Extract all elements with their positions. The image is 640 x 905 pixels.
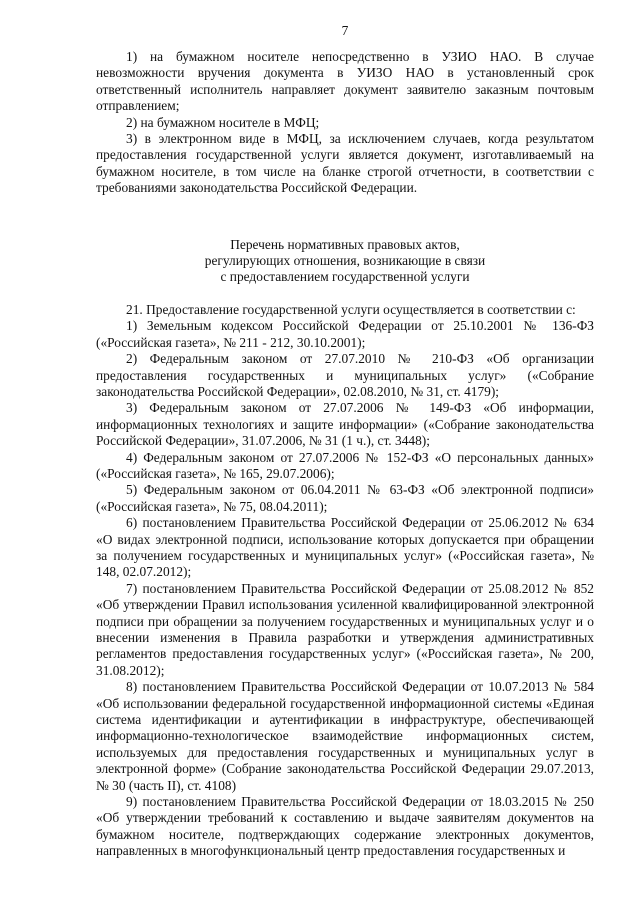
section-heading-line: регулирующих отношения, возникающие в связи xyxy=(204,253,486,269)
paragraph-delivery-2: 2) на бумажном носителе в МФЦ; xyxy=(126,114,320,130)
spacer xyxy=(96,286,594,302)
paragraph-21-intro: 21. Предоставление государственной услуги осуществляется в соответствии с: xyxy=(126,301,576,317)
list-item-act-8: 8) постановлением Правительства Российской Федерации от 10.07.2013 № 584 «Об использовании федеральной государственной информационной системы «Единая система идентификации и аутентификации в инфраструктуре, обеспечивающей информационно-технологическое взаимодействие информационных систем, используемых для предоставления государственных и муниципальных услуг в электронной форме» (Собрание законодательства Российской Федерации 29.07.2013, № 30 (часть II), ст. 4108) xyxy=(96,679,594,793)
list-item-act-9: 9) постановлением Правительства Российской Федерации от 18.03.2015 № 250 «Об утверждении требований к составлению и выдаче заявителям документов на бумажном носителе, подтверждающих содержание электронных документов, направленных в многофункциональный центр предоставления государственных и xyxy=(96,794,594,859)
paragraph-delivery-3: 3) в электронном виде в МФЦ, за исключением случаев, когда результатом предоставления государственной услуги является документ, изготавливаемый на бумажном носителе, в том числе на бланке строгой отчетности, в соответствии с требованиями законодательства Российской Федерации. xyxy=(96,131,594,196)
document-page xyxy=(96,0,594,905)
spacer xyxy=(96,197,594,237)
list-item-act-4: 4) Федеральным законом от 27.07.2006 № 152-ФЗ «О персональных данных» («Российская газета», № 165, 29.07.2006); xyxy=(96,449,594,481)
section-heading-line: с предоставлением государственной услуги xyxy=(220,269,470,285)
list-item-act-3: 3) Федеральным законом от 27.07.2006 № 149-ФЗ «Об информации, информационных технологиях и защите информации» («Собрание законодательства Российской Федерации», 31.07.2006, № 31 (1 ч.), ст. 3448); xyxy=(96,400,594,449)
list-item-act-5: 5) Федеральным законом от 06.04.2011 № 63-ФЗ «Об электронной подписи» («Российская газета», № 75, 08.04.2011); xyxy=(96,482,594,514)
list-item-act-1: 1) Земельным кодексом Российской Федерации от 25.10.2001 № 136-ФЗ («Российская газета», № 211 - 212, 30.10.2001); xyxy=(96,318,594,350)
list-item-act-2: 2) Федеральным законом от 27.07.2010 № 210-ФЗ «Об организации предоставления государственных и муниципальных услуг» («Собрание законодательства Российской Федерации», 02.08.2010, № 31, ст. 4179); xyxy=(96,351,594,399)
page-number: 7 xyxy=(341,23,349,38)
list-item-act-6: 6) постановлением Правительства Российской Федерации от 25.06.2012 № 634 «О видах электронной подписи, использование которых допускается при обращении за получением государственных и муниципальных услуг» («Российская газета», № 148, 02.07.2012); xyxy=(96,515,594,580)
section-heading-line: Перечень нормативных правовых актов, xyxy=(230,236,460,252)
section-heading xyxy=(96,237,594,286)
paragraph-delivery-1: 1) на бумажном носителе непосредственно в УЗИО НАО. В случае невозможности вручения документа в УИЗО НАО в установленный срок ответственный исполнитель направляет документ заявителю заказным почтовым отправлением; xyxy=(96,49,594,114)
list-item-act-7: 7) постановлением Правительства Российской Федерации от 25.08.2012 № 852 «Об утверждении Правил использования усиленной квалифицированной электронной подписи при обращении за получением государственных и муниципальных услуг и о внесении изменения в Правила разработки и утверждения административных регламентов предоставления государственных услуг» («Российская газета», № 200, 31.08.2012); xyxy=(96,580,594,678)
document-body xyxy=(96,49,594,860)
